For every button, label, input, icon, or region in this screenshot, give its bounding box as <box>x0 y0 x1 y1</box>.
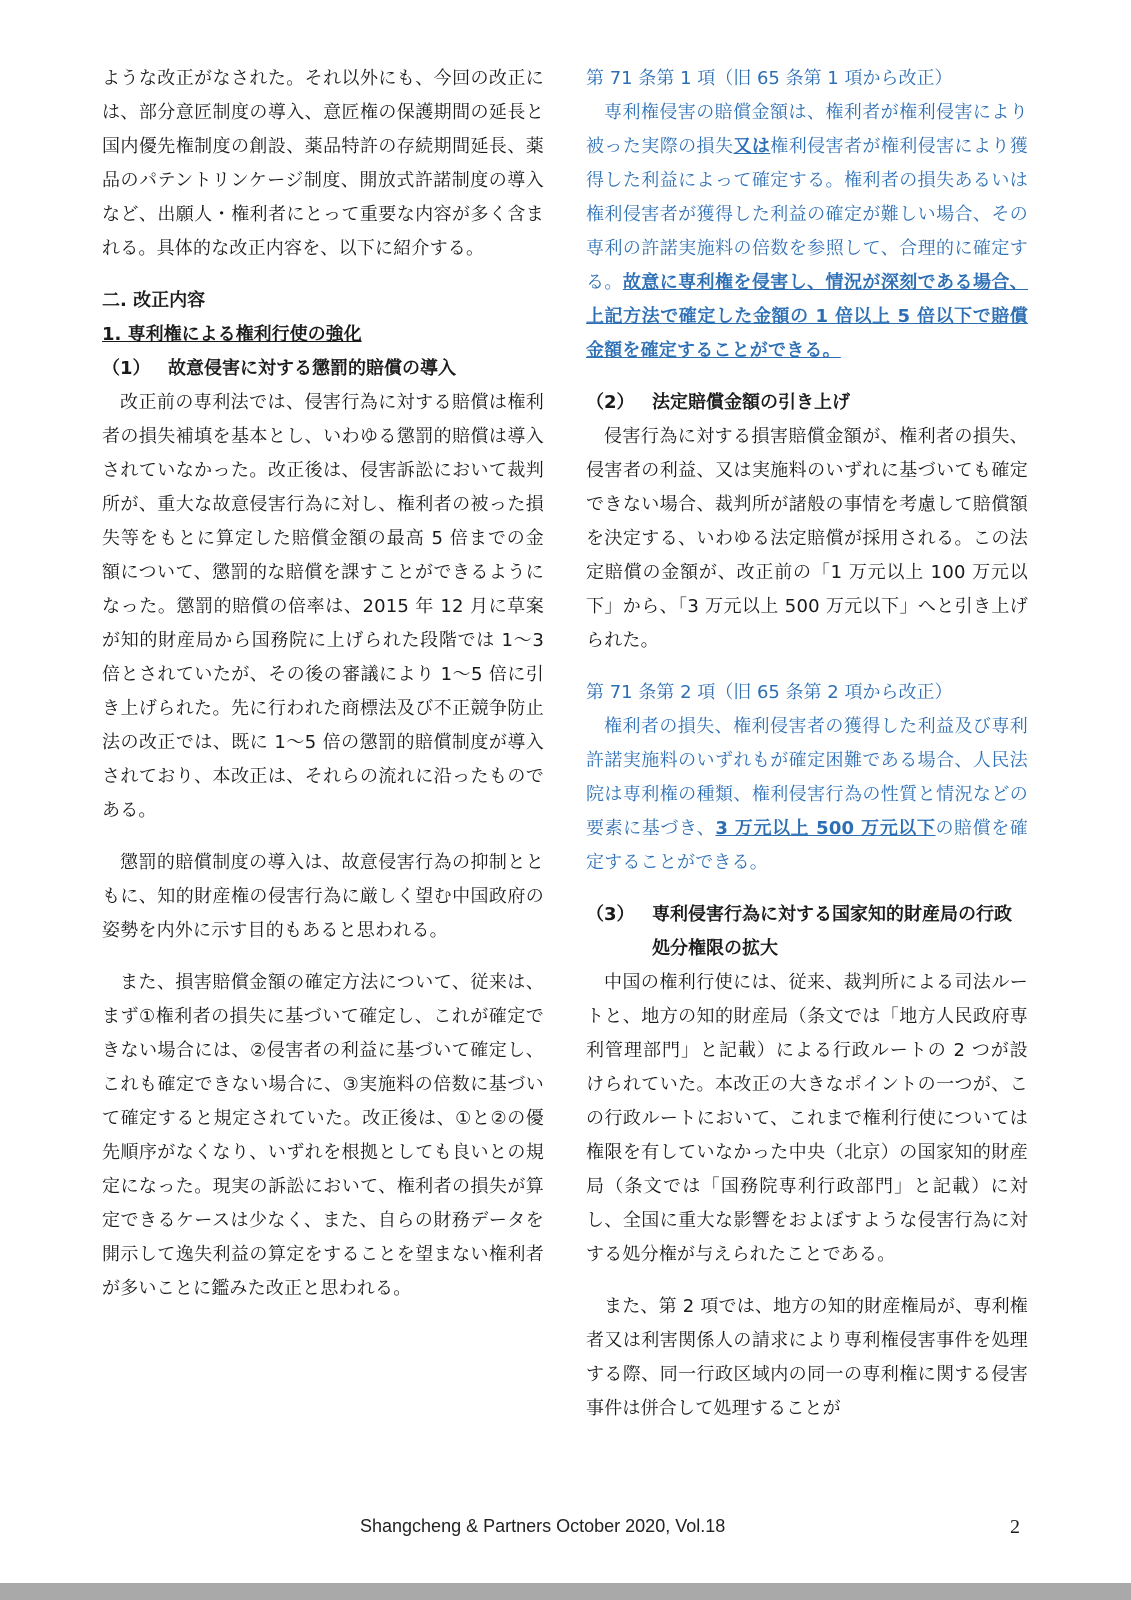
calculation-method-paragraph: また、損害賠償金額の確定方法について、従来は、まず①権利者の損失に基づいて確定し、これが確定できない場合には、②侵害者の利益に基づいて確定し、これも確定できない場合に、③実施料の倍数に基づいて確定すると規定されていた。改正後は、①と②の優先順序がなくなり、いずれを根拠としても良いとの規定になった。現実の訴訟において、権利者の損失が算定できるケースは少なく、また、自らの財務データを開示して逸失利益の算定をすることを望まない権利者が多いことに鑑みた改正と思われる。 <box>102 972 544 1299</box>
item-3-title: 専利侵害行為に対する国家知的財産局の行政処分権限の拡大 <box>652 904 1012 959</box>
footer-publisher: Shangcheng & Partners October 2020, Vol.18 <box>360 1516 726 1536</box>
item-1-title: 故意侵害に対する懲罰的賠償の導入 <box>168 358 456 379</box>
page-footer <box>0 1516 1131 1546</box>
article-71-2-heading: 第 71 条第 2 項（旧 65 条第 2 項から改正） <box>586 682 953 703</box>
article-71-2-part-a: 権利者の損失、権利侵害者の獲得した利益及び専利許諾実施料のいずれもが確定困難である場合、人民法院は専利権の種類、権利侵害行為の性質と情況などの要素に基づき、 <box>586 716 1028 839</box>
article-71-1-emphasis-or: 又は <box>733 136 771 157</box>
administrative-route-paragraph: 中国の権利行使には、従来、裁判所による司法ルートと、地方の知的財産局（条文では「地方人民政府専利管理部門」と記載）による行政ルートの 2 つが設けられていた。本改正の大きなポイントの一つが、この行政ルートにおいて、これまで権利行使については権限を有していなかった中央（北京）の国家知的財産局（条文では「国務院専利行政部門」と記載）に対し、全国に重大な影響をおよぼすような侵害行為に対する処分権が与えられたことである。 <box>586 972 1028 1265</box>
section-title: 二. 改正内容 <box>102 290 206 311</box>
subsection-title: 1. 専利権による権利行使の強化 <box>102 324 362 345</box>
punitive-damages-paragraph: 改正前の専利法では、侵害行為に対する賠償は権利者の損失補填を基本とし、いわゆる懲罰的賠償は導入されていなかった。改正後は、侵害訴訟において裁判所が、重大な故意侵害行為に対し、権利者の被った損失等をもとに算定した賠償金額の最高 5 倍までの金額について、懲罰的な賠償を課すことができるようになった。懲罰的賠償の倍率は、2015 年 12 月に草案が知的財産局から国務院に上げられた段階では 1～3 倍とされていたが、その後の審議により 1～5 倍に引き上げられた。先に行われた商標法及び不正競争防止法の改正では、既に 1～5 倍の懲罰的賠償制度が導入されており、本改正は、それらの流れに沿ったものである。 <box>102 392 544 821</box>
left-column <box>102 62 544 1306</box>
purpose-paragraph: 懲罰的賠償制度の導入は、故意侵害行為の抑制とともに、知的財産権の侵害行為に厳しく望む中国政府の姿勢を内外に示す目的もあると思われる。 <box>102 852 544 941</box>
item-1-heading <box>102 352 544 386</box>
article-71-2-part-b: の賠償を確定することができる。 <box>586 818 1028 873</box>
article-71-2-text <box>586 710 1028 880</box>
right-column <box>586 62 1028 1426</box>
item-1-number: （1） <box>102 358 151 379</box>
bottom-scroll-bar <box>0 1583 1131 1600</box>
statutory-damages-paragraph: 侵害行為に対する損害賠償金額が、権利者の損失、侵害者の利益、又は実施料のいずれに基づいても確定できない場合、裁判所が諸般の事情を考慮して賠償額を決定する、いわゆる法定賠償が採用される。この法定賠償の金額が、改正前の「1 万元以上 100 万元以下」から、「3 万元以上 500 万元以下」へと引き上げられた。 <box>586 426 1028 651</box>
intro-paragraph: ような改正がなされた。それ以外にも、今回の改正には、部分意匠制度の導入、意匠権の保護期間の延長と国内優先権制度の創設、薬品特許の存続期間延長、薬品のパテントリンケージ制度、開放式許諾制度の導入など、出願人・権利者にとって重要な内容が多く含まれる。具体的な改正内容を、以下に紹介する。 <box>102 68 544 259</box>
consolidation-paragraph: また、第 2 項では、地方の知的財産権局が、専利権者又は利害関係人の請求により専利権侵害事件を処理する際、同一行政区域内の同一の専利権に関する侵害事件は併合して処理することが <box>586 1296 1028 1419</box>
page-number: 2 <box>1010 1516 1020 1538</box>
article-71-1-text <box>586 96 1028 368</box>
item-3-heading <box>586 898 1028 966</box>
item-2-number: （2） <box>586 392 635 413</box>
article-71-1-part-b: 権利侵害者が権利侵害により獲得した利益によって確定する。権利者の損失あるいは権利侵害者が獲得した利益の確定が難しい場合、その専利の許諾実施料の倍数を参照して、合理的に確定する。 <box>586 136 1028 293</box>
article-71-1-heading: 第 71 条第 1 項（旧 65 条第 1 項から改正） <box>586 68 953 89</box>
article-71-2-emphasis-amount: 3 万元以上 500 万元以下 <box>715 818 936 839</box>
article-71-1-emphasis-punitive: 故意に専利権を侵害し、情況が深刻である場合、上記方法で確定した金額の 1 倍以上 5 倍以下で賠償金額を確定することができる。 <box>586 272 1028 361</box>
item-2-heading <box>586 386 1028 420</box>
item-3-number: （3） <box>586 904 635 925</box>
article-71-1-part-a: 専利権侵害の賠償金額は、権利者が権利侵害により被った実際の損失 <box>586 102 1028 157</box>
item-2-title: 法定賠償金額の引き上げ <box>652 392 850 413</box>
